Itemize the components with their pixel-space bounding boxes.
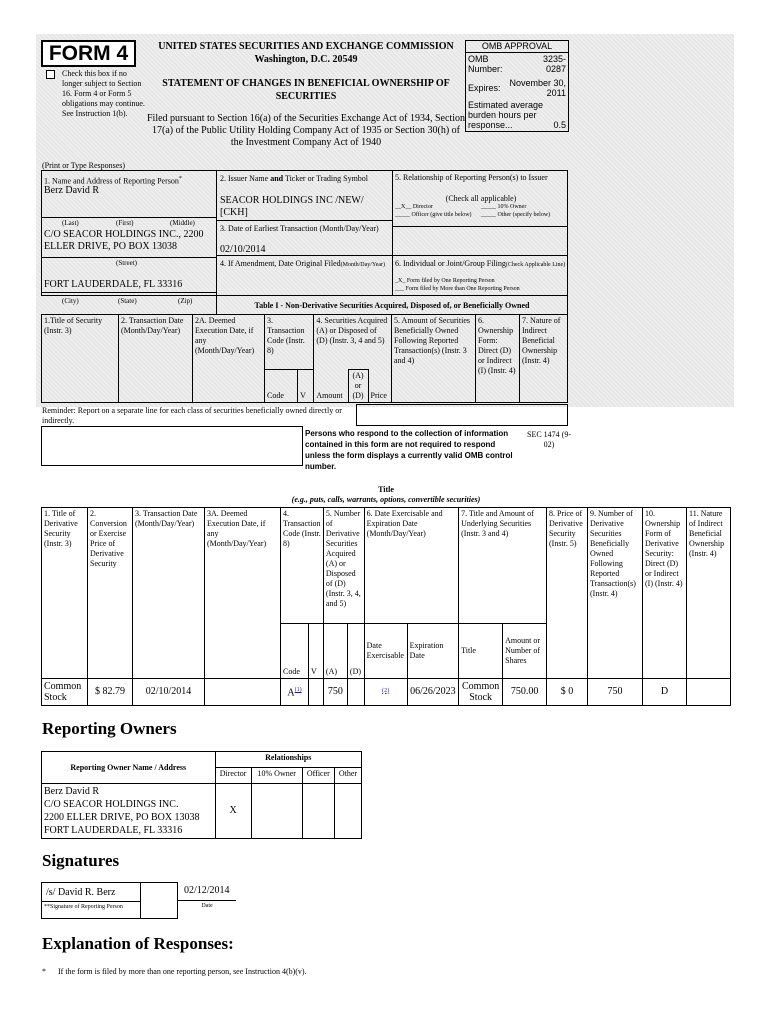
ro-owner10-cell xyxy=(251,784,302,839)
omb-burden-label: Estimated average burden hours per response... xyxy=(468,100,544,130)
ro-other: Other xyxy=(334,768,361,784)
t2-r-owned: 750 xyxy=(588,679,643,706)
t1-amount: Amount xyxy=(314,370,348,403)
table2-subtitle: (e.g., puts, calls, warrants, options, convertible securities) xyxy=(291,495,481,504)
t2-date-ex: Date Exercisable xyxy=(364,624,407,679)
reminder-blank-box xyxy=(356,404,568,426)
relationship-box xyxy=(392,170,568,227)
one-person-option: _X_ Form filed by One Reporting Person xyxy=(395,278,495,284)
last-label: (Last) xyxy=(62,219,79,227)
filing-type-box xyxy=(392,255,568,296)
t1-h2a: 2A. Deemed Execution Date, if any (Month/Day/Year) xyxy=(193,315,265,403)
reporting-owners-table xyxy=(41,751,362,839)
explanation-heading: Explanation of Responses: xyxy=(42,934,234,953)
t1-h5: 5. Amount of Securities Beneficially Owned Following Reported Transaction(s) (Instr. 3 and 4) xyxy=(392,315,476,403)
t2-title: Title xyxy=(459,624,503,679)
t2-d: (D) xyxy=(347,624,364,679)
ro-other-cell xyxy=(334,784,361,839)
other-option: _____ Other (specify below) xyxy=(481,212,551,218)
signer-name: /s/ David R. Berz xyxy=(46,887,116,898)
table2 xyxy=(41,507,731,706)
t2-r-v xyxy=(309,679,324,706)
box6-label: 6. Individual or Joint/Group Filing(Check Applicable Line) xyxy=(395,259,566,268)
signature-box xyxy=(41,882,178,919)
ro-owner-line: C/O SEACOR HOLDINGS INC. xyxy=(44,799,179,810)
t2-h2: 2. Conversion or Exercise Price of Derivative Security xyxy=(88,508,133,679)
t1-aord: (A) or (D) xyxy=(348,370,368,403)
omb-title: OMB APPROVAL xyxy=(466,41,568,53)
t2-r-price8: $ 0 xyxy=(547,679,588,706)
t2-exp: Expiration Date xyxy=(407,624,458,679)
t1-h4: 4. Securities Acquired (A) or Disposed of (D) (Instr. 3, 4 and 5) xyxy=(314,315,392,370)
zip-label: (Zip) xyxy=(178,297,193,305)
t2-r-code-cell xyxy=(281,679,309,706)
omb-approval-box xyxy=(465,40,569,132)
t1-code: Code xyxy=(265,370,298,403)
checkbox-text: Check this box if no longer subject to Section 16. Form 4 or Form 5 obligations may continue. See Instruction 1(b). xyxy=(62,69,145,118)
issuer-box xyxy=(216,170,393,221)
t2-h7: 7. Title and Amount of Underlying Securities (Instr. 3 and 4) xyxy=(459,508,547,624)
t2-r-deemed xyxy=(205,679,281,706)
t2-h6: 6. Date Exercisable and Expiration Date (Month/Day/Year) xyxy=(364,508,458,624)
t1-h1: 1.Title of Security (Instr. 3) xyxy=(42,315,119,403)
street-label: (Street) xyxy=(116,259,137,267)
omb-number-label: OMB Number: xyxy=(468,54,503,74)
t2-r-nature xyxy=(687,679,731,706)
no-longer-subject-checkbox[interactable] xyxy=(46,70,55,79)
t2-r-exp: 06/26/2023 xyxy=(407,679,458,706)
officer-option: _____ Officer (give title below) xyxy=(395,212,472,218)
reporting-person-box xyxy=(41,170,217,296)
explanation-note: If the form is filed by more than one reporting person, see Instruction 4(b)(v). xyxy=(58,967,307,976)
explanation-star: * xyxy=(42,967,46,976)
agency-city: Washington, D.C. 20549 xyxy=(254,54,358,65)
form-title: FORM 4 xyxy=(48,42,129,65)
t2-r-date: 02/10/2014 xyxy=(133,679,205,706)
officer-title-box xyxy=(392,226,568,256)
box3-label: 3. Date of Earliest Transaction (Month/Day/Year) xyxy=(220,224,379,233)
earliest-transaction-box xyxy=(216,220,393,256)
print-type-note: (Print or Type Responses) xyxy=(42,161,126,170)
signature-date: 02/12/2014 xyxy=(184,885,230,896)
t2-h1: 1. Title of Derivative Security (Instr. 3) xyxy=(42,508,88,679)
statement-title: STATEMENT OF CHANGES IN BENEFICIAL OWNERSHIP OF SECURITIES xyxy=(162,78,450,102)
filed-pursuant-text: Filed pursuant to Section 16(a) of the Securities Exchange Act of 1934, Section 17(a) of the Public Utility Holding Company Act of 1935 or Section 30(h) of the Investment Company Act of 1940 xyxy=(147,113,465,148)
director-option: __X__ Director xyxy=(395,204,433,210)
t1-h3: 3. Transaction Code (Instr. 8) xyxy=(265,315,314,370)
t2-r-date-ex-cell xyxy=(364,679,407,706)
t2-r-price: $ 82.79 xyxy=(88,679,133,706)
issuer-name: SEACOR HOLDINGS INC /NEW/ [CKH] xyxy=(220,195,364,218)
reminder-text: Reminder: Report on a separate line for each class of securities beneficially owned directly or indirectly. xyxy=(42,406,342,425)
reporting-owners-heading: Reporting Owners xyxy=(42,719,177,738)
amendment-box xyxy=(216,255,393,296)
ro-director-mark: X xyxy=(215,784,251,839)
city-label: (City) xyxy=(62,297,79,305)
agency-name: UNITED STATES SECURITIES AND EXCHANGE COMMISSION xyxy=(158,41,454,52)
box1-label: 1. Name and Address of Reporting Person xyxy=(44,176,179,186)
footnote-2-link[interactable]: (2) xyxy=(382,687,390,694)
ro-owner-line: 2200 ELLER DRIVE, PO BOX 13038 xyxy=(44,812,200,823)
t2-r-a: 750 xyxy=(323,679,347,706)
state-label: (State) xyxy=(118,297,137,305)
notice-left-box xyxy=(41,426,303,466)
t2-r-d xyxy=(347,679,364,706)
ro-officer-cell xyxy=(302,784,334,839)
t1-price: Price xyxy=(368,370,391,403)
t2-amount-shares: Amount or Number of Shares xyxy=(503,624,547,679)
earliest-transaction-date: 02/10/2014 xyxy=(220,244,266,255)
ro-owner-line: Berz David R xyxy=(44,786,99,797)
t2-h5: 5. Number of Derivative Securities Acquired (A) or Disposed of (D) (Instr. 3, 4, and 5) xyxy=(323,508,364,624)
ro-officer: Officer xyxy=(302,768,334,784)
t2-r-form: D xyxy=(643,679,687,706)
t2-r-amount: 750.00 xyxy=(503,679,547,706)
footnote-1-link[interactable]: (1) xyxy=(294,687,302,694)
signature-label: **Signature of Reporting Person xyxy=(44,904,123,910)
omb-number-value: 3235-0287 xyxy=(542,54,566,74)
signature-date-label: Date xyxy=(201,903,213,909)
ro-owner-cell xyxy=(42,784,216,839)
t2-h4: 4. Transaction Code (Instr. 8) xyxy=(281,508,324,624)
reporting-person-name: Berz David R xyxy=(44,185,99,196)
signatures-heading: Signatures xyxy=(42,851,120,870)
t2-a: (A) xyxy=(323,624,347,679)
t2-h8: 8. Price of Derivative Security (Instr. 5) xyxy=(547,508,588,679)
ro-owner-line: FORT LAUDERDALE, FL 33316 xyxy=(44,825,183,836)
omb-burden-value: 0.5 xyxy=(553,120,566,130)
t2-v: V xyxy=(309,624,324,679)
table-row xyxy=(42,679,731,706)
omb-expires-label: Expires: xyxy=(468,83,501,93)
middle-label: (Middle) xyxy=(170,219,195,227)
t2-h3: 3. Transaction Date (Month/Day/Year) xyxy=(133,508,205,679)
t1-h2: 2. Transaction Date (Month/Day/Year) xyxy=(119,315,193,403)
form-title-box xyxy=(41,40,136,67)
t1-h6: 6. Ownership Form: Direct (D) or Indirect (I) (Instr. 4) xyxy=(476,315,520,403)
box4-label: 4. If Amendment, Date Original Filed(Month/Day/Year) xyxy=(220,259,386,268)
table1-title: Table I - Non-Derivative Securities Acquired, Disposed of, or Beneficially Owned xyxy=(254,301,530,310)
table1-title-box xyxy=(216,295,568,315)
ro-director: Director xyxy=(215,768,251,784)
t2-code: Code xyxy=(281,624,309,679)
first-label: (First) xyxy=(116,219,134,227)
t2-h9: 9. Number of Derivative Securities Beneficially Owned Following Reported Transaction(s) (Instr. 4) xyxy=(588,508,643,679)
reporting-person-city: FORT LAUDERDALE, FL 33316 xyxy=(44,279,183,290)
box5-check: (Check all applicable) xyxy=(445,194,517,203)
persons-notice: Persons who respond to the collection of information contained in this form are not required to respond unless the form displays a currently valid OMB control number. xyxy=(305,429,513,471)
ro-col-name: Reporting Owner Name / Address xyxy=(42,752,216,784)
t2-r-code: A xyxy=(287,687,295,699)
table-row xyxy=(42,784,362,839)
box2-label: 2. Issuer Name and Ticker or Trading Symbol xyxy=(220,174,369,183)
owner10-option: _____ 10% Owner xyxy=(481,204,527,210)
t2-r-security: Common Stock xyxy=(42,679,88,706)
ro-owner10: 10% Owner xyxy=(251,768,302,784)
t1-h7: 7. Nature of Indirect Beneficial Ownership (Instr. 4) xyxy=(520,315,568,403)
t2-h10: 10. Ownership Form of Derivative Security: Direct (D) or Indirect (I) (Instr. 4) xyxy=(643,508,687,679)
sec-code: SEC 1474 (9-02) xyxy=(527,430,571,449)
t2-r-title: Common Stock xyxy=(459,679,503,706)
ro-relationships: Relationships xyxy=(215,752,361,768)
omb-expires-value: November 30, 2011 xyxy=(509,78,566,98)
more-person-option: ___ Form filed by More than One Reporting Person xyxy=(395,286,520,292)
table1 xyxy=(41,314,568,403)
t1-v: V xyxy=(298,370,314,403)
box1-star: * xyxy=(178,176,182,182)
box5-label: 5. Relationship of Reporting Person(s) to Issuer xyxy=(395,173,548,182)
t2-h3a: 3A. Deemed Execution Date, if any (Month/Day/Year) xyxy=(205,508,281,679)
t2-h11: 11. Nature of Indirect Beneficial Ownership (Instr. 4) xyxy=(687,508,731,679)
reporting-person-address: C/O SEACOR HOLDINGS INC., 2200 ELLER DRIVE, PO BOX 13038 xyxy=(44,229,204,252)
table2-title: Title xyxy=(378,485,394,494)
